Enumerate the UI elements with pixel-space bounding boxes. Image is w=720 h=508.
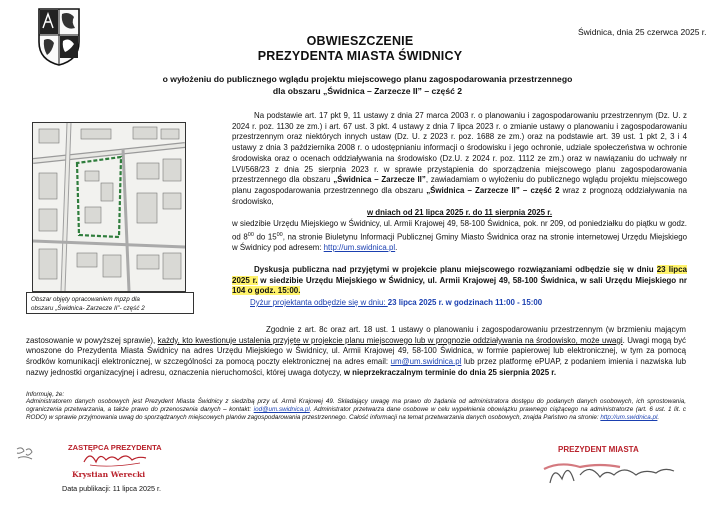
president-stamp: PREZYDENT MIASTA [558,445,639,454]
comments-paragraph [26,325,686,379]
plan-area-map [32,122,186,292]
gdpr-website-link[interactable]: http://um.swidnica.pl [600,414,658,422]
gdpr-text-b: . Administrator przetwarza dane osobowe w celu wypełnienia obowiązku prawnego ciążącego na administratorze (art. 6 ust. 1 lit. c RODO) w sprawie przyjmowania uwag do sporządzanych miejscowych planów zagospodarowania przestrzennego. Całość informacji na temat przetwarzania danych osobowych, znajda Państwo na stronie: [26,406,686,422]
duty-text-a: Dyżur projektanta odbędzie się w dniu: [250,298,388,307]
para2-text-c: , na stronie Biuletynu Informacji Publicznej Gminy Miasto Świdnica oraz na stronie internetowej Urzędu Miejskiego w Świdnicy pod adresem: [232,232,687,253]
map-caption [26,292,194,314]
debate-room-time: 104 o godz. 15:00. [232,286,301,296]
para2-text-a: w siedzibie Urzędu Miejskiego w Świdnicy, ul. Armii Krajowej 49, 58-100 Świdnica, pok. nr 209, od poniedziałku do piątku w godz. od 8 [232,219,687,242]
duty-date-time: 23 lipca 2025 r. w godzinach 11:00 - 15:00 [387,298,543,307]
para2-text-d: . [395,243,398,253]
para3-text-c: lub przez platformę ePUAP, z podaniem imienia i nazwiska lub nazwy jednostki organizacyjnej i adresu, oznaczenia nieruchomości, której uwaga dotyczy, [26,357,686,377]
document-subtitle [140,73,595,97]
document-issuer: PREZYDENTA MIASTA ŚWIDNICY [257,49,463,63]
gdpr-text-c: . [657,414,660,422]
area-part-bold: „Świdnica – Zarzecze II” – część 2 [426,185,560,195]
comments-deadline: w nieprzekraczalnym terminie do dnia 25 sierpnia 2025 r. [343,367,557,377]
para1-mid-text: , zawiadamiam o wyłożeniu do publicznego wglądu projektu miejscowego planu zagospodarowania przestrzennego dla obszaru [232,175,687,195]
exhibition-dates: w dniach od 21 lipca 2025 r. do 11 sierpnia 2025 r. [366,208,553,218]
public-debate-paragraph [232,265,687,297]
email-link[interactable]: um@um.swidnica.pl [390,357,462,367]
document-date: Świdnica, dnia 25 czerwca 2025 r. [578,27,707,37]
debate-text-a: Dyskusja publiczna nad przyjętymi w projekcie planu miejscowego rozwiązaniami odbędzie się w dniu [254,265,657,274]
para2-text-b: do 15 [253,232,277,242]
location-paragraph [232,219,687,254]
para3-underlined: każdy, kto kwestionuje ustalenia przyjęte w projekcie planu miejscowego lub w prognozie oddziaływania na środowisko, może uwagi [157,335,623,345]
map-drawing [33,123,185,291]
hour-sup-1: 00 [247,231,254,238]
city-website-link[interactable]: http://um.swidnica.pl [323,243,396,253]
debate-date: 23 lipca 2025 r. [232,265,688,285]
info-heading: Informuję, że: [26,391,65,398]
publication-date: Data publikacji: 11 lipca 2025 r. [62,484,161,493]
deputy-signature [80,448,150,470]
hour-sup-2: 00 [276,231,283,238]
subtitle-line-1: o wyłożeniu do publicznego wglądu projektu miejscowego planu zagospodarowania przestrzennego [162,74,573,84]
gdpr-text-a: Administratorem danych osobowych jest Prezydent Miasta Świdnicy z siedzibą przy ul. Armii Krajowej 49. Składający uwagę ma prawo do żądania od administratora dostępu do podanych danych osobowych, ich sprostowania, ograniczenia przetwarzania, a także prawo do przenoszenia danych – kontakt: [26,398,686,414]
map-caption-line-2: obszaru „Świdnica- Zarzecze II”- część 2 [31,304,145,312]
exhibition-dates-row [232,208,687,219]
debate-text-b: w siedzibie Urzędu Miejskiego w Świdnicy, ul. Armii Krajowej 49, 58-100 Świdnica, w sali Urzędu Miejskiego nr [257,275,687,285]
handwritten-mark [14,445,36,463]
para3-text-a: Zgodnie z art. 8c oraz art. 18 ust. 1 ustawy o planowaniu i zagospodarowaniu przestrzennym (w brzmieniu mającym zastosowanie w powyższej sprawie), [26,325,686,345]
para1-text: Na podstawie art. 17 pkt 9, 11 ustawy z dnia 27 marca 2003 r. o planowaniu i zagospodarowaniu przestrzennym (Dz. U. z 2024 r. poz. 1130 ze zm.) i art. 67 ust. 3 pkt. 4 ustawy z dnia 7 lipca 2023 r. o zmianie ustawy o planowaniu i zagospodarowaniu przestrzennym oraz niektórych innych ustaw (Dz. U. z 2023 r. poz. 1688 ze zm.) oraz na podstawie art. 39 ust. 1 pkt 2, 3 i 4 ustawy z dnia 3 października 2008 r. o udostępnianiu informacji o środowisku i jego ochronie, udziale społeczeństwa w ochronie środowiska oraz o ocenach oddziaływania na środowisko (Dz.U. z 2024 r. poz. 1112 ze zm.) oraz w nawiązaniu do uchwały nr LVI/568/23 z dnia 25 sierpnia 2023 r. w sprawie przystąpienia do sporządzenia miejscowego planu zagospodarowania przestrzennego dla obszaru [232,111,687,185]
gdpr-info [26,398,686,422]
deputy-president-stamp: ZASTĘPCA PREZYDENTA [68,443,162,452]
para3-text-b: . Uwagi mogą być wnoszone do Prezydenta Miasta Świdnicy na adres Urzędu Miejskiego w Świdnicy, ul. Armii Krajowej 49, 58-100 Świdnica, w formie papierowej lub elektronicznej, w tym za pomocą środków komunikacji elektronicznej, w szczególności za pomocą poczty elektronicznej na adres email: [26,335,687,367]
deputy-name: Krystian Werecki [72,470,146,479]
president-signature [540,455,680,487]
area-name-bold: „Świdnica – Zarzecze II” [333,175,426,185]
designer-duty-line [250,298,670,309]
subtitle-line-2: dla obszaru „Świdnica – Zarzecze II” – część 2 [272,86,463,96]
map-caption-line-1: Obszar objęty opracowaniem mpzp dla [31,296,140,303]
iod-email-link[interactable]: iod@um.swidnica.pl [253,406,310,414]
legal-basis-paragraph [232,111,687,254]
para1-end-text: wraz z prognozą oddziaływania na środowisko, [232,185,687,206]
document-title: OBWIESZCZENIE [306,34,414,48]
